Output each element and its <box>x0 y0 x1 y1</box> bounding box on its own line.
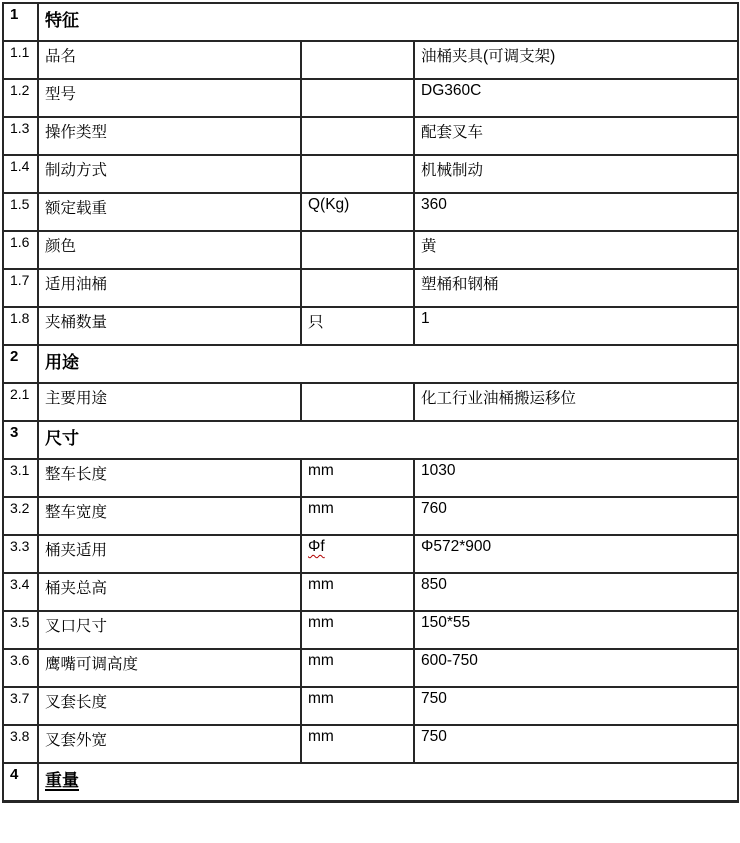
spec-unit: mm <box>301 687 414 725</box>
table-row <box>3 725 738 763</box>
table-row <box>3 573 738 611</box>
table-row <box>3 459 738 497</box>
spec-unit: 只 <box>301 307 414 345</box>
section-title: 用途 <box>38 345 738 383</box>
spec-unit-spellcheck: Φf <box>308 538 325 555</box>
spec-unit <box>301 117 414 155</box>
table-row <box>3 649 738 687</box>
section-number: 2 <box>3 345 38 383</box>
spec-name: 型号 <box>38 79 301 117</box>
row-number: 1.1 <box>3 41 38 79</box>
section-number: 4 <box>3 763 38 801</box>
row-number: 2.1 <box>3 383 38 421</box>
spec-value: DG360C <box>414 79 738 117</box>
spec-name: 操作类型 <box>38 117 301 155</box>
spec-name: 整车宽度 <box>38 497 301 535</box>
table-row <box>3 117 738 155</box>
section-row-dimensions <box>3 421 738 459</box>
row-number: 1.5 <box>3 193 38 231</box>
spec-unit: mm <box>301 611 414 649</box>
table-row <box>3 611 738 649</box>
section-number: 3 <box>3 421 38 459</box>
row-number: 1.4 <box>3 155 38 193</box>
spec-value: 油桶夹具(可调支架) <box>414 41 738 79</box>
row-number: 3.6 <box>3 649 38 687</box>
row-number: 3.2 <box>3 497 38 535</box>
table-row <box>3 79 738 117</box>
spec-value: Φ572*900 <box>414 535 738 573</box>
spec-unit <box>301 269 414 307</box>
section-row-features <box>3 3 738 41</box>
spec-unit: mm <box>301 725 414 763</box>
row-number: 3.3 <box>3 535 38 573</box>
spec-name: 桶夹适用 <box>38 535 301 573</box>
spec-unit <box>301 155 414 193</box>
spec-name: 叉口尺寸 <box>38 611 301 649</box>
spec-value: 配套叉车 <box>414 117 738 155</box>
table-row <box>3 535 738 573</box>
table-row <box>3 193 738 231</box>
section-title: 特征 <box>38 3 738 41</box>
spec-value: 黄 <box>414 231 738 269</box>
spec-name: 桶夹总高 <box>38 573 301 611</box>
spec-table <box>2 2 739 803</box>
spec-value: 1 <box>414 307 738 345</box>
table-row <box>3 269 738 307</box>
section-title: 尺寸 <box>38 421 738 459</box>
spec-value: 750 <box>414 725 738 763</box>
table-row <box>3 497 738 535</box>
spec-unit <box>301 41 414 79</box>
spec-value: 机械制动 <box>414 155 738 193</box>
spec-unit <box>301 383 414 421</box>
table-row <box>3 307 738 345</box>
row-number: 1.7 <box>3 269 38 307</box>
spec-name: 夹桶数量 <box>38 307 301 345</box>
spec-unit: mm <box>301 459 414 497</box>
spec-unit <box>301 79 414 117</box>
spec-value: 150*55 <box>414 611 738 649</box>
spec-name: 叉套外宽 <box>38 725 301 763</box>
spec-value: 750 <box>414 687 738 725</box>
spec-unit <box>301 231 414 269</box>
spec-name: 主要用途 <box>38 383 301 421</box>
row-number: 1.6 <box>3 231 38 269</box>
table-row <box>3 383 738 421</box>
section-title: 重量 <box>45 771 79 790</box>
spec-name: 鹰嘴可调高度 <box>38 649 301 687</box>
table-row <box>3 155 738 193</box>
spec-value: 1030 <box>414 459 738 497</box>
row-number: 1.2 <box>3 79 38 117</box>
spec-value: 塑桶和钢桶 <box>414 269 738 307</box>
table-row <box>3 687 738 725</box>
table-row <box>3 231 738 269</box>
spec-name: 颜色 <box>38 231 301 269</box>
spec-value: 850 <box>414 573 738 611</box>
spec-unit: mm <box>301 573 414 611</box>
spec-name: 额定载重 <box>38 193 301 231</box>
spec-name: 适用油桶 <box>38 269 301 307</box>
spec-value: 化工行业油桶搬运移位 <box>414 383 738 421</box>
spec-unit: mm <box>301 497 414 535</box>
spec-unit: Q(Kg) <box>301 193 414 231</box>
spec-unit: mm <box>301 649 414 687</box>
spec-name: 品名 <box>38 41 301 79</box>
table-row <box>3 41 738 79</box>
row-number: 1.8 <box>3 307 38 345</box>
row-number: 3.7 <box>3 687 38 725</box>
spec-name: 整车长度 <box>38 459 301 497</box>
spec-name: 制动方式 <box>38 155 301 193</box>
row-number: 1.3 <box>3 117 38 155</box>
row-number: 3.4 <box>3 573 38 611</box>
row-number: 3.1 <box>3 459 38 497</box>
section-row-usage <box>3 345 738 383</box>
spec-name: 叉套长度 <box>38 687 301 725</box>
section-number: 1 <box>3 3 38 41</box>
row-number: 3.8 <box>3 725 38 763</box>
row-number: 3.5 <box>3 611 38 649</box>
section-row-weight <box>3 763 738 801</box>
spec-value: 760 <box>414 497 738 535</box>
spec-value: 360 <box>414 193 738 231</box>
spec-value: 600-750 <box>414 649 738 687</box>
